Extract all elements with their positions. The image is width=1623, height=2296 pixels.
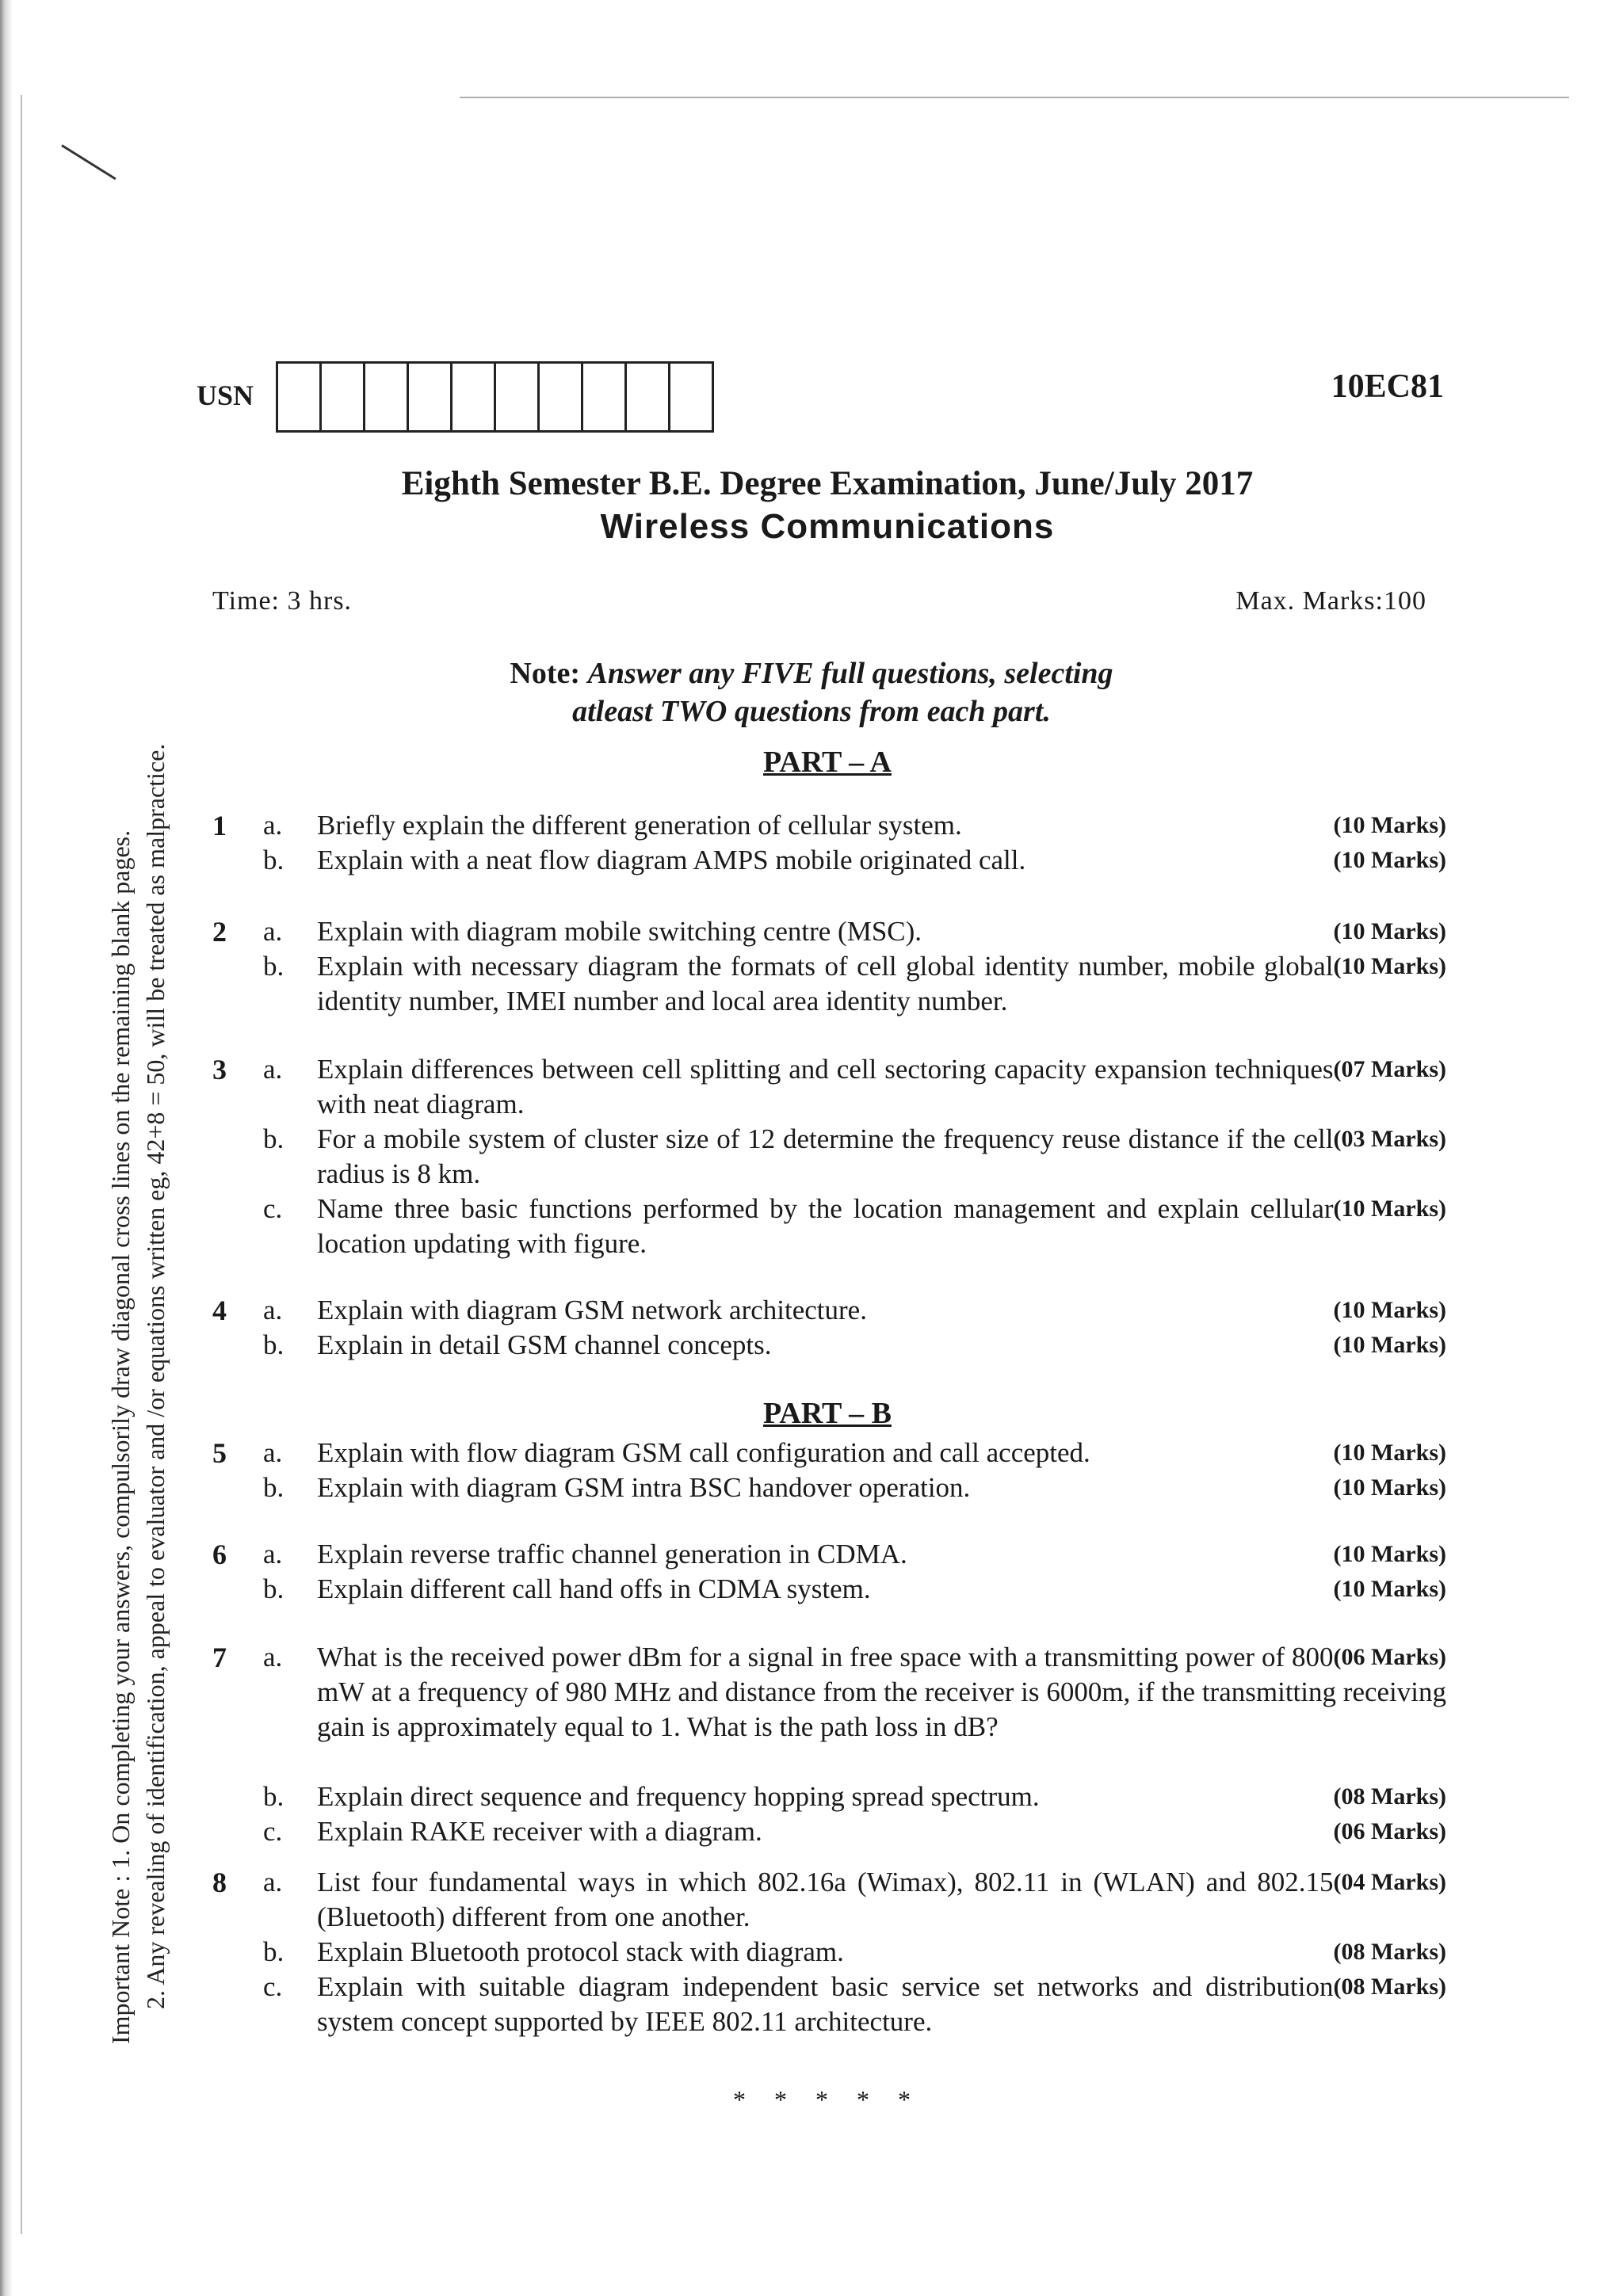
question-number: 7 (212, 1642, 227, 1673)
question-number: 4 (212, 1295, 227, 1326)
sub-question-label: a. (263, 916, 283, 947)
question-number: 1 (212, 810, 227, 841)
sub-question-label: a. (263, 1642, 283, 1672)
end-marker: * * * * * (733, 2085, 922, 2114)
question-number: 6 (212, 1539, 227, 1570)
subject-title: Wireless Communications (600, 507, 1055, 546)
side-note-line-1: Important Note : 1. On completing your answers, compulsorily draw diagonal cross lines on the remaining blank pages. (106, 830, 135, 2044)
marks-allotted: (10 Marks) (1333, 1541, 1446, 1567)
marks-allotted: (08 Marks) (1333, 1783, 1446, 1810)
question-text: Explain with suitable diagram independent basic service set networks and distribution system concept supported by IEEE 802.11 architecture. (317, 1971, 1334, 2037)
question-text: For a mobile system of cluster size of 12 determine the frequency reuse distance if the cell radius is 8 km. (317, 1123, 1334, 1189)
max-marks: Max. Marks:100 (1235, 586, 1426, 616)
marks-allotted: (10 Marks) (1333, 812, 1446, 838)
question-text: Explain reverse traffic channel generation in CDMA. (317, 1539, 907, 1569)
usn-digit-box (409, 364, 453, 430)
exam-duration: Time: 3 hrs. (212, 586, 353, 616)
sub-question-label: a. (263, 810, 283, 841)
usn-digit-box (453, 364, 496, 430)
side-important-note (103, 697, 173, 2044)
sub-question-label: c. (263, 1816, 283, 1847)
scan-line (21, 95, 22, 2234)
question-text: Explain Bluetooth protocol stack with diagram. (317, 1936, 844, 1967)
sub-question-label: b. (263, 1472, 285, 1503)
usn-digit-box (365, 364, 409, 430)
marks-allotted: (10 Marks) (1333, 953, 1446, 979)
question-text: What is the received power dBm for a signal in free space with a transmitting power of 800 mW at a frequency of 980 MHz and distance from the receiver is 6000m, if the transmitting receiving gain is approximately equal to 1. What is the path loss in dB? (317, 1642, 1446, 1742)
marks-allotted: (10 Marks) (1333, 1440, 1446, 1466)
note-line-2: atleast TWO questions from each part. (572, 695, 1051, 728)
usn-digit-box (583, 364, 627, 430)
sub-question-label: b. (263, 951, 285, 982)
usn-digit-box (278, 364, 322, 430)
sub-question-label: a. (263, 1295, 283, 1325)
sub-question-label: a. (263, 1539, 283, 1569)
exam-title: Eighth Semester B.E. Degree Examination, June/July 2017 (401, 465, 1254, 502)
marks-allotted: (10 Marks) (1333, 1297, 1446, 1323)
sub-question-label: a. (263, 1054, 283, 1085)
question-text: Explain different call hand offs in CDMA system. (317, 1573, 871, 1604)
usn-digit-box (496, 364, 540, 430)
sub-question-label: b. (263, 1781, 285, 1812)
marks-allotted: (08 Marks) (1333, 1974, 1446, 2000)
marks-allotted: (10 Marks) (1333, 847, 1446, 873)
marks-allotted: (03 Marks) (1333, 1126, 1446, 1152)
sub-question-label: a. (263, 1867, 283, 1897)
sub-question-label: b. (263, 845, 285, 875)
question-text: Explain with diagram mobile switching centre (MSC). (317, 916, 922, 947)
marks-allotted: (10 Marks) (1333, 1576, 1446, 1602)
usn-digit-box (670, 364, 714, 430)
question-text: List four fundamental ways in which 802.16a (Wimax), 802.11 in (WLAN) and 802.15 (Bluetooth) different from one another. (317, 1867, 1334, 1932)
usn-digit-box (540, 364, 583, 430)
question-text: Name three basic functions performed by the location management and explain cellular location updating with figure. (317, 1193, 1334, 1259)
scan-edge (0, 0, 13, 2296)
question-text: Explain with flow diagram GSM call configuration and call accepted. (317, 1437, 1090, 1468)
course-code: 10EC81 (1331, 368, 1444, 405)
usn-label: USN (197, 379, 254, 411)
marks-allotted: (10 Marks) (1333, 1196, 1446, 1222)
marks-allotted: (10 Marks) (1333, 918, 1446, 944)
part-heading: PART – B (763, 1397, 892, 1430)
question-text: Explain with diagram GSM network architecture. (317, 1295, 867, 1325)
usn-entry-boxes (276, 361, 714, 433)
note-line-1: Answer any FIVE full questions, selecting (587, 657, 1113, 690)
question-number: 8 (212, 1867, 227, 1898)
instructions-note (0, 654, 1623, 730)
sub-question-label: b. (263, 1123, 285, 1154)
usn-digit-box (627, 364, 670, 430)
marks-allotted: (10 Marks) (1333, 1332, 1446, 1358)
marks-allotted: (08 Marks) (1333, 1939, 1446, 1965)
question-number: 5 (212, 1437, 227, 1469)
sub-question-label: c. (263, 1193, 283, 1224)
question-number: 2 (212, 916, 227, 948)
sub-question-label: b. (263, 1936, 285, 1967)
sub-question-label: a. (263, 1437, 283, 1468)
question-text: Explain with a neat flow diagram AMPS mobile originated call. (317, 845, 1026, 875)
marks-allotted: (07 Marks) (1333, 1056, 1446, 1082)
question-text: Explain with necessary diagram the formats of cell global identity number, mobile global identity number, IMEI number and local area identity number. (317, 951, 1334, 1016)
question-text: Briefly explain the different generation of cellular system. (317, 810, 962, 841)
marks-allotted: (06 Marks) (1333, 1818, 1446, 1844)
question-number: 3 (212, 1054, 227, 1085)
scan-top-line (460, 97, 1569, 98)
question-text: Explain differences between cell splitting and cell sectoring capacity expansion techniques with neat diagram. (317, 1054, 1334, 1119)
usn-digit-box (322, 364, 365, 430)
marks-allotted: (04 Marks) (1333, 1869, 1446, 1895)
sub-question-label: b. (263, 1573, 285, 1604)
part-heading: PART – A (763, 746, 892, 779)
side-note-line-2: 2. Any revealing of identification, appeal to evaluator and /or equations written eg, 42+8 = 50, will be treated as malpractice. (141, 743, 170, 2009)
marks-allotted: (10 Marks) (1333, 1474, 1446, 1501)
marks-allotted: (06 Marks) (1333, 1644, 1446, 1670)
sub-question-label: c. (263, 1971, 283, 2002)
sub-question-label: b. (263, 1329, 285, 1360)
question-text: Explain in detail GSM channel concepts. (317, 1329, 772, 1360)
question-text: Explain RAKE receiver with a diagram. (317, 1816, 762, 1847)
note-label: Note: (510, 657, 581, 690)
question-text: Explain with diagram GSM intra BSC handover operation. (317, 1472, 971, 1503)
pen-mark (61, 144, 116, 180)
question-text: Explain direct sequence and frequency hopping spread spectrum. (317, 1781, 1040, 1812)
